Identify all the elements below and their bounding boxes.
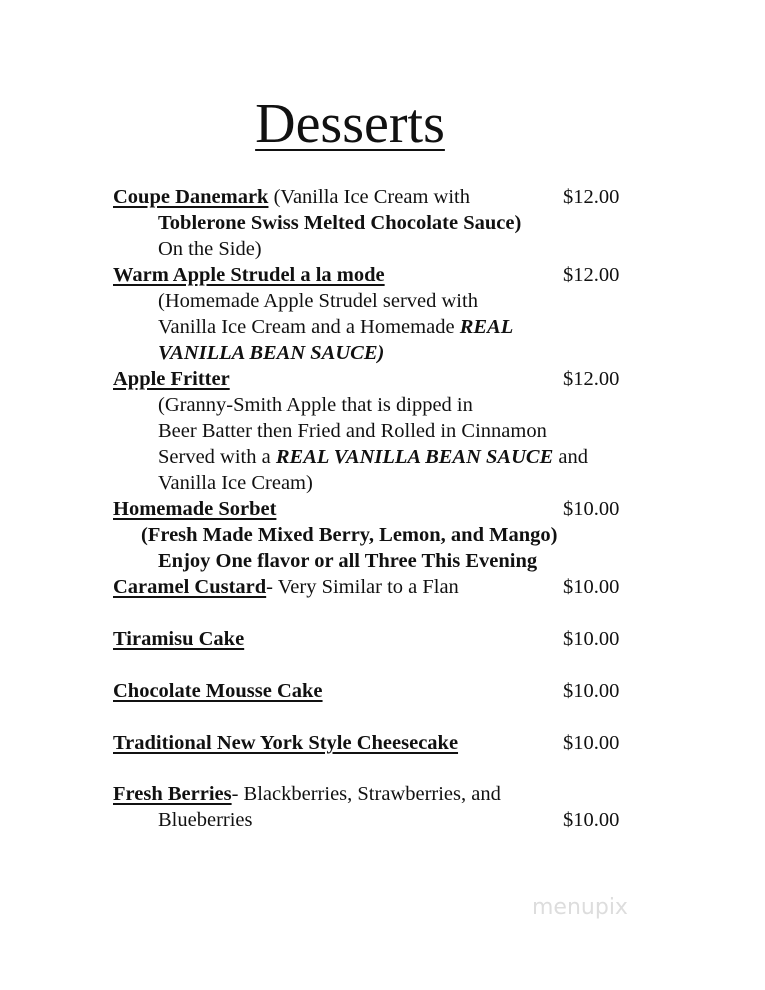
item-description-line: Vanilla Ice Cream) xyxy=(158,472,313,494)
item-description-line: (Fresh Made Mixed Berry, Lemon, and Mango) xyxy=(141,524,558,546)
item-description: - Blackberries, Strawberries, and xyxy=(231,783,501,805)
item-description-text: and xyxy=(553,446,588,468)
item-name: Coupe Danemark xyxy=(113,186,269,208)
watermark: menupix xyxy=(532,895,628,920)
item-price: $12.00 xyxy=(563,368,620,390)
item-description-line: Blueberries xyxy=(158,809,253,831)
item-description-emphasis: REAL xyxy=(459,316,514,338)
item-description-line: Toblerone Swiss Melted Chocolate Sauce) xyxy=(158,212,522,234)
item-description-line: Beer Batter then Fried and Rolled in Cinnamon xyxy=(158,420,547,442)
item-price: $10.00 xyxy=(563,576,620,598)
item-price: $10.00 xyxy=(563,498,620,520)
item-description-line xyxy=(158,314,513,340)
item-price: $10.00 xyxy=(563,732,620,754)
item-description-line: VANILLA BEAN SAUCE) xyxy=(158,342,385,364)
item-name: Traditional New York Style Cheesecake xyxy=(113,732,459,754)
menu-item-apple-fritter xyxy=(113,366,230,392)
menu-item-apple-strudel xyxy=(113,262,385,288)
menu-item-caramel-custard xyxy=(113,574,459,600)
menu-item-cheesecake xyxy=(113,730,458,756)
item-name: Caramel Custard xyxy=(113,576,267,598)
item-description-line: (Granny-Smith Apple that is dipped in xyxy=(158,394,473,416)
item-description: (Vanilla Ice Cream with xyxy=(268,186,470,208)
item-description: - Very Similar to a Flan xyxy=(266,576,459,598)
page-title: Desserts xyxy=(255,93,445,155)
item-name: Chocolate Mousse Cake xyxy=(113,680,323,702)
item-description-line: (Homemade Apple Strudel served with xyxy=(158,290,478,312)
item-name: Tiramisu Cake xyxy=(113,628,245,650)
item-description-emphasis: REAL VANILLA BEAN SAUCE xyxy=(275,446,554,468)
menu-item-homemade-sorbet xyxy=(113,496,276,522)
item-description-line: Enjoy One flavor or all Three This Evening xyxy=(158,550,538,572)
menu-item-tiramisu-cake xyxy=(113,626,244,652)
item-price: $12.00 xyxy=(563,264,620,286)
item-description-text: Vanilla Ice Cream and a Homemade xyxy=(158,316,460,338)
item-description-text: Served with a xyxy=(158,446,276,468)
menu-item-chocolate-mousse-cake xyxy=(113,678,323,704)
item-description-line xyxy=(158,444,588,470)
menu-item-coupe-danemark xyxy=(113,184,470,210)
item-name: Warm Apple Strudel a la mode xyxy=(113,264,385,286)
item-description-line: On the Side) xyxy=(158,238,262,260)
item-name: Homemade Sorbet xyxy=(113,498,277,520)
item-price: $12.00 xyxy=(563,186,620,208)
menu-item-fresh-berries xyxy=(113,781,501,807)
item-name: Fresh Berries xyxy=(113,783,232,805)
item-price: $10.00 xyxy=(563,628,620,650)
item-name: Apple Fritter xyxy=(113,368,230,390)
item-price: $10.00 xyxy=(563,680,620,702)
item-price: $10.00 xyxy=(563,809,620,831)
